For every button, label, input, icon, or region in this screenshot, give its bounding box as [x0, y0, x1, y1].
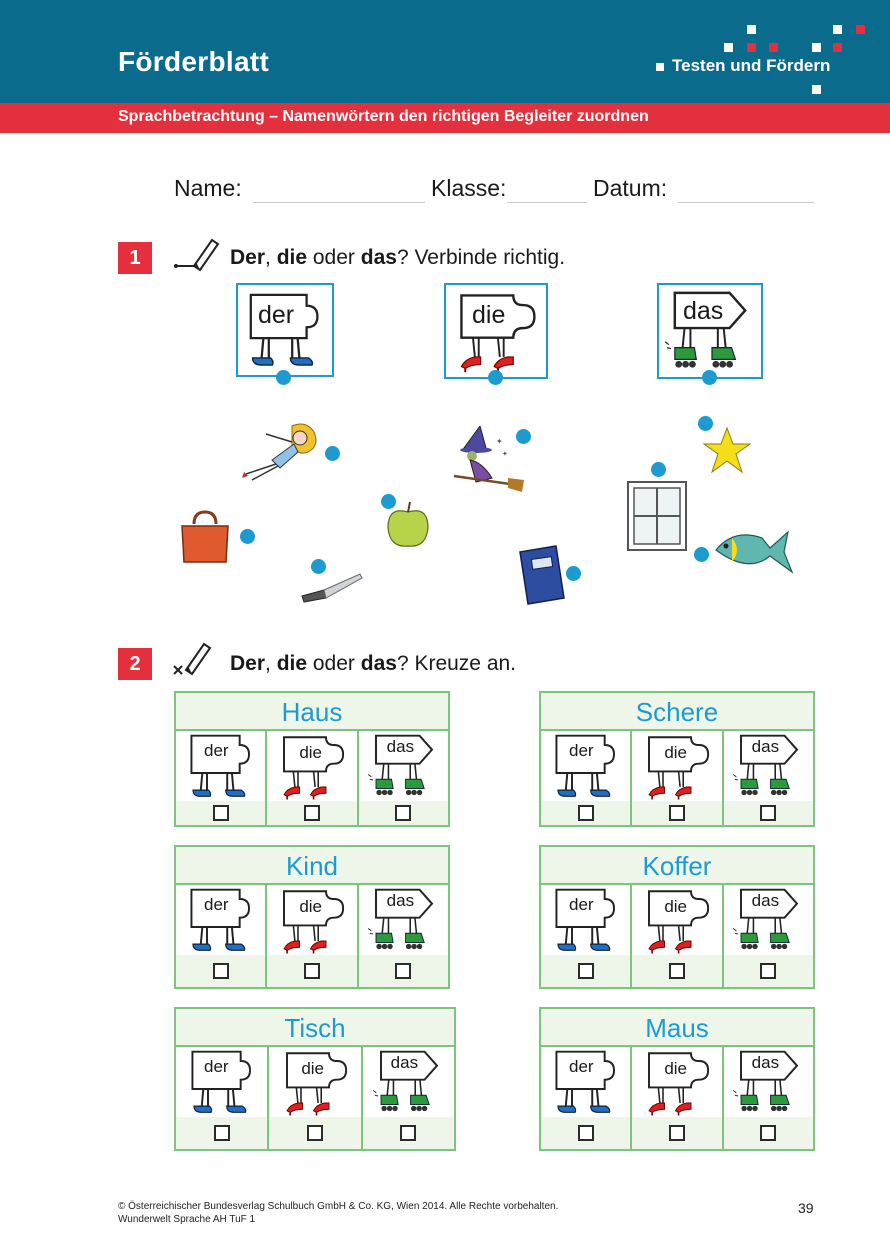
word-label: Tisch [176, 1009, 454, 1047]
page-title: Förderblatt [118, 46, 270, 77]
brand-text: Testen und Fördern [672, 56, 831, 75]
option-die [632, 731, 723, 825]
connect-dot-die[interactable] [488, 370, 503, 385]
svg-text:✦: ✦ [496, 437, 503, 446]
instr-sep: , [265, 652, 277, 675]
option-der [176, 1047, 269, 1149]
brand-pixel [747, 25, 756, 34]
option-der [176, 885, 267, 987]
svg-text:✦: ✦ [502, 451, 508, 458]
instr-rest: ? Verbinde richtig. [396, 246, 566, 269]
star-icon [700, 426, 754, 476]
instr-rest: ? Kreuze an. [396, 652, 517, 675]
option-das [359, 885, 448, 987]
word-card-koffer [539, 845, 815, 989]
option-das [359, 731, 448, 825]
instr-der: Der [230, 246, 266, 269]
die-legs-icon [267, 885, 357, 955]
option-label: das [386, 891, 415, 910]
option-label: die [299, 897, 323, 916]
product-text: Wunderwelt Sprache AH TuF 1 [118, 1214, 256, 1225]
bag-icon [178, 510, 232, 566]
option-die [632, 885, 723, 987]
option-die [267, 885, 358, 987]
footer [118, 1200, 558, 1226]
article-label: das [683, 297, 724, 325]
option-das [724, 731, 813, 825]
checkbox-das[interactable] [760, 1125, 776, 1141]
brand-pixel [833, 43, 842, 52]
checkbox-das[interactable] [395, 805, 411, 821]
cross-pencil-icon [172, 636, 222, 678]
word-card-haus [174, 691, 450, 827]
checkbox-der[interactable] [213, 805, 229, 821]
connect-dot[interactable] [325, 446, 340, 461]
word-label: Haus [176, 693, 448, 731]
connect-pencil-icon [172, 232, 222, 272]
class-field[interactable] [507, 202, 587, 203]
checkbox-die[interactable] [669, 1125, 685, 1141]
instr-die: die [276, 652, 308, 675]
checkbox-der[interactable] [213, 963, 229, 979]
connect-dot[interactable] [240, 529, 255, 544]
option-das [363, 1047, 454, 1149]
knife-icon [298, 570, 364, 604]
brand-pixel [747, 43, 756, 52]
checkbox-der[interactable] [578, 963, 594, 979]
checkbox-der[interactable] [214, 1125, 230, 1141]
word-card-schere [539, 691, 815, 827]
connect-dot[interactable] [516, 429, 531, 444]
option-die [269, 1047, 362, 1149]
option-die [632, 1047, 723, 1149]
checkbox-das[interactable] [760, 805, 776, 821]
checkbox-die[interactable] [307, 1125, 323, 1141]
doll-icon [236, 418, 322, 486]
word-card-tisch [174, 1007, 456, 1151]
option-label: die [299, 743, 323, 762]
word-label: Schere [541, 693, 813, 731]
option-label: der [204, 741, 229, 760]
checkbox-das[interactable] [400, 1125, 416, 1141]
brand-pixel [769, 43, 778, 52]
page-subtitle: Sprachbetrachtung – Namenwörtern den richtigen Begleiter zuordnen [118, 108, 649, 125]
page-number: 39 [798, 1200, 814, 1216]
option-label: das [751, 891, 780, 910]
der-legs-icon [240, 287, 330, 373]
checkbox-die[interactable] [669, 963, 685, 979]
article-label: die [472, 301, 506, 329]
option-label: das [751, 1053, 780, 1072]
word-label: Koffer [541, 847, 813, 885]
checkbox-die[interactable] [304, 805, 320, 821]
option-label: das [751, 737, 780, 756]
checkbox-die[interactable] [669, 805, 685, 821]
option-label: der [204, 895, 229, 914]
header-bar [0, 0, 890, 103]
option-der [541, 731, 632, 825]
brand-pixel [856, 25, 865, 34]
die-legs-icon [632, 731, 722, 801]
article-label: der [258, 301, 295, 329]
connect-dot-der[interactable] [276, 370, 291, 385]
option-label: der [569, 895, 594, 914]
connect-dot-das[interactable] [702, 370, 717, 385]
name-label: Name: [174, 175, 242, 201]
die-legs-icon [269, 1047, 361, 1117]
option-label: der [569, 1057, 594, 1076]
brand-logo [656, 56, 830, 76]
option-das [724, 885, 813, 987]
task1-instruction [230, 246, 565, 270]
window-icon [624, 478, 690, 554]
option-label: die [664, 743, 688, 762]
task2-instruction [230, 652, 516, 676]
task-number-2: 2 [118, 648, 152, 680]
word-label: Maus [541, 1009, 813, 1047]
witch-icon [448, 426, 524, 496]
instr-mid: oder [307, 246, 361, 269]
article-box-die [444, 283, 548, 379]
word-label: Kind [176, 847, 448, 885]
option-die [267, 731, 358, 825]
connect-dot[interactable] [698, 416, 713, 431]
fish-icon [712, 524, 794, 576]
option-label: das [386, 737, 415, 756]
date-label: Datum: [593, 175, 668, 201]
brand-pixel [724, 43, 733, 52]
checkbox-das[interactable] [395, 963, 411, 979]
name-field[interactable] [253, 202, 425, 203]
copyright-text: © Österreichischer Bundesverlag Schulbuch GmbH & Co. KG, Wien 2014. Alle Rechte vorbehalten. [118, 1201, 559, 1212]
checkbox-der[interactable] [578, 1125, 594, 1141]
checkbox-die[interactable] [304, 963, 320, 979]
word-card-kind [174, 845, 450, 989]
instr-das: das [360, 246, 397, 269]
option-label: die [664, 897, 688, 916]
option-der [541, 885, 632, 987]
die-legs-icon [632, 885, 722, 955]
brand-pixel [833, 25, 842, 34]
instr-das: das [360, 652, 397, 675]
connect-dot[interactable] [566, 566, 581, 581]
option-das [724, 1047, 813, 1149]
connect-dot[interactable] [694, 547, 709, 562]
instr-der: Der [230, 652, 266, 675]
connect-dot[interactable] [651, 462, 666, 477]
checkbox-das[interactable] [760, 963, 776, 979]
option-label: das [390, 1053, 419, 1072]
brand-pixel [812, 43, 821, 52]
instr-die: die [276, 246, 308, 269]
class-label: Klasse: [431, 175, 507, 201]
instr-sep: , [265, 246, 277, 269]
instr-mid: oder [307, 652, 361, 675]
option-der [541, 1047, 632, 1149]
option-label: der [204, 1057, 229, 1076]
article-box-der [236, 283, 334, 377]
option-der [176, 731, 267, 825]
option-label: der [569, 741, 594, 760]
connect-dot[interactable] [381, 494, 396, 509]
connect-dot[interactable] [311, 559, 326, 574]
date-field[interactable] [678, 202, 814, 203]
checkbox-der[interactable] [578, 805, 594, 821]
option-label: die [664, 1059, 688, 1078]
task-number-1: 1 [118, 242, 152, 274]
word-card-maus [539, 1007, 815, 1151]
die-legs-icon [267, 731, 357, 801]
article-box-das [657, 283, 763, 379]
brand-pixel [812, 85, 821, 94]
option-label: die [301, 1059, 325, 1078]
subtitle-bar [0, 103, 890, 133]
die-legs-icon [632, 1047, 722, 1117]
book-icon [516, 544, 568, 606]
